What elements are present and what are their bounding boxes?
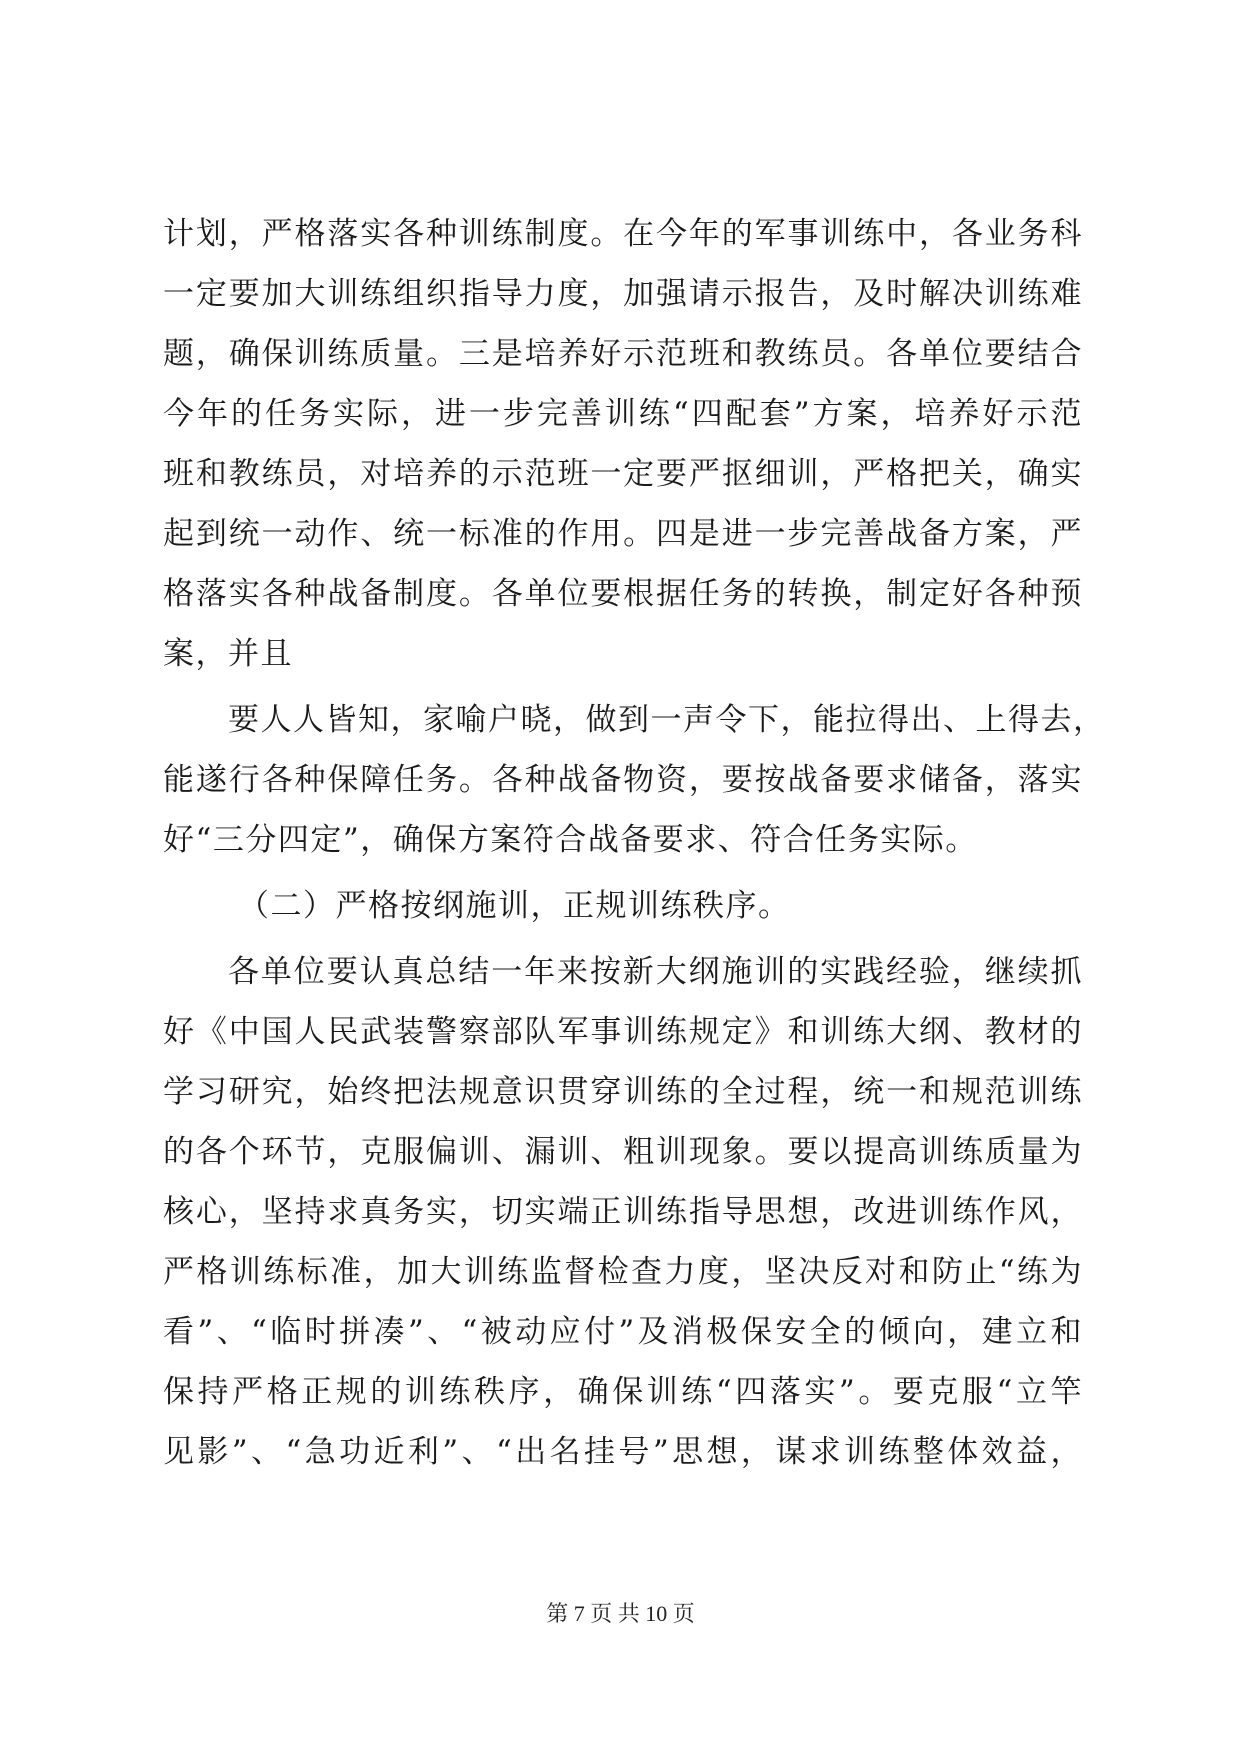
body-line-2: 一定要加大训练组织指导力度，加强请示报告，及时解决训练难: [163, 276, 1083, 312]
body-line-1: 计划，严格落实各种训练制度。在今年的军事训练中，各业务科: [163, 216, 1083, 252]
body-line-18: 严格训练标准，加大训练监督检查力度，坚决反对和防止“练为: [163, 1254, 1083, 1290]
body-line-17: 核心，坚持求真务实，切实端正训练指导思想，改进训练作风，: [163, 1194, 1083, 1230]
body-line-7: 格落实各种战备制度。各单位要根据任务的转换，制定好各种预: [163, 576, 1083, 612]
section-heading: （二）严格按纲施训，正规训练秩序。: [238, 888, 791, 924]
body-line-3: 题，确保训练质量。三是培养好示范班和教练员。各单位要结合: [163, 336, 1083, 372]
body-line-5: 班和教练员，对培养的示范班一定要严抠细训，严格把关，确实: [163, 456, 1083, 492]
body-line-19: 看”、“临时拼凑”、“被动应付”及消极保安全的倾向，建立和: [163, 1314, 1083, 1350]
body-line-20: 保持严格正规的训练秩序，确保训练“四落实”。要克服“立竿: [163, 1374, 1083, 1410]
page-number-footer: 第 7 页 共 10 页: [546, 1601, 695, 1626]
body-line-10: 能遂行各种保障任务。各种战备物资，要按战备要求储备，落实: [163, 762, 1083, 798]
body-line-11: 好“三分四定”，确保方案符合战备要求、符合任务实际。: [163, 822, 978, 858]
body-line-21: 见影”、“急功近利”、“出名挂号”思想，谋求训练整体效益，: [163, 1434, 1083, 1470]
body-line-16: 的各个环节，克服偏训、漏训、粗训现象。要以提高训练质量为: [163, 1134, 1083, 1170]
body-line-13: 各单位要认真总结一年来按新大纲施训的实践经验，继续抓: [228, 954, 1083, 990]
body-line-4: 今年的任务实际，进一步完善训练“四配套”方案，培养好示范: [163, 396, 1083, 432]
body-line-15: 学习研究，始终把法规意识贯穿训练的全过程，统一和规范训练: [163, 1074, 1083, 1110]
body-line-6: 起到统一动作、统一标准的作用。四是进一步完善战备方案，严: [163, 516, 1083, 552]
body-line-8: 案，并且: [163, 636, 293, 672]
body-line-9: 要人人皆知，家喻户晓，做到一声令下，能拉得出、上得去，: [228, 702, 1106, 738]
body-line-14: 好《中国人民武装警察部队军事训练规定》和训练大纲、教材的: [163, 1014, 1083, 1050]
